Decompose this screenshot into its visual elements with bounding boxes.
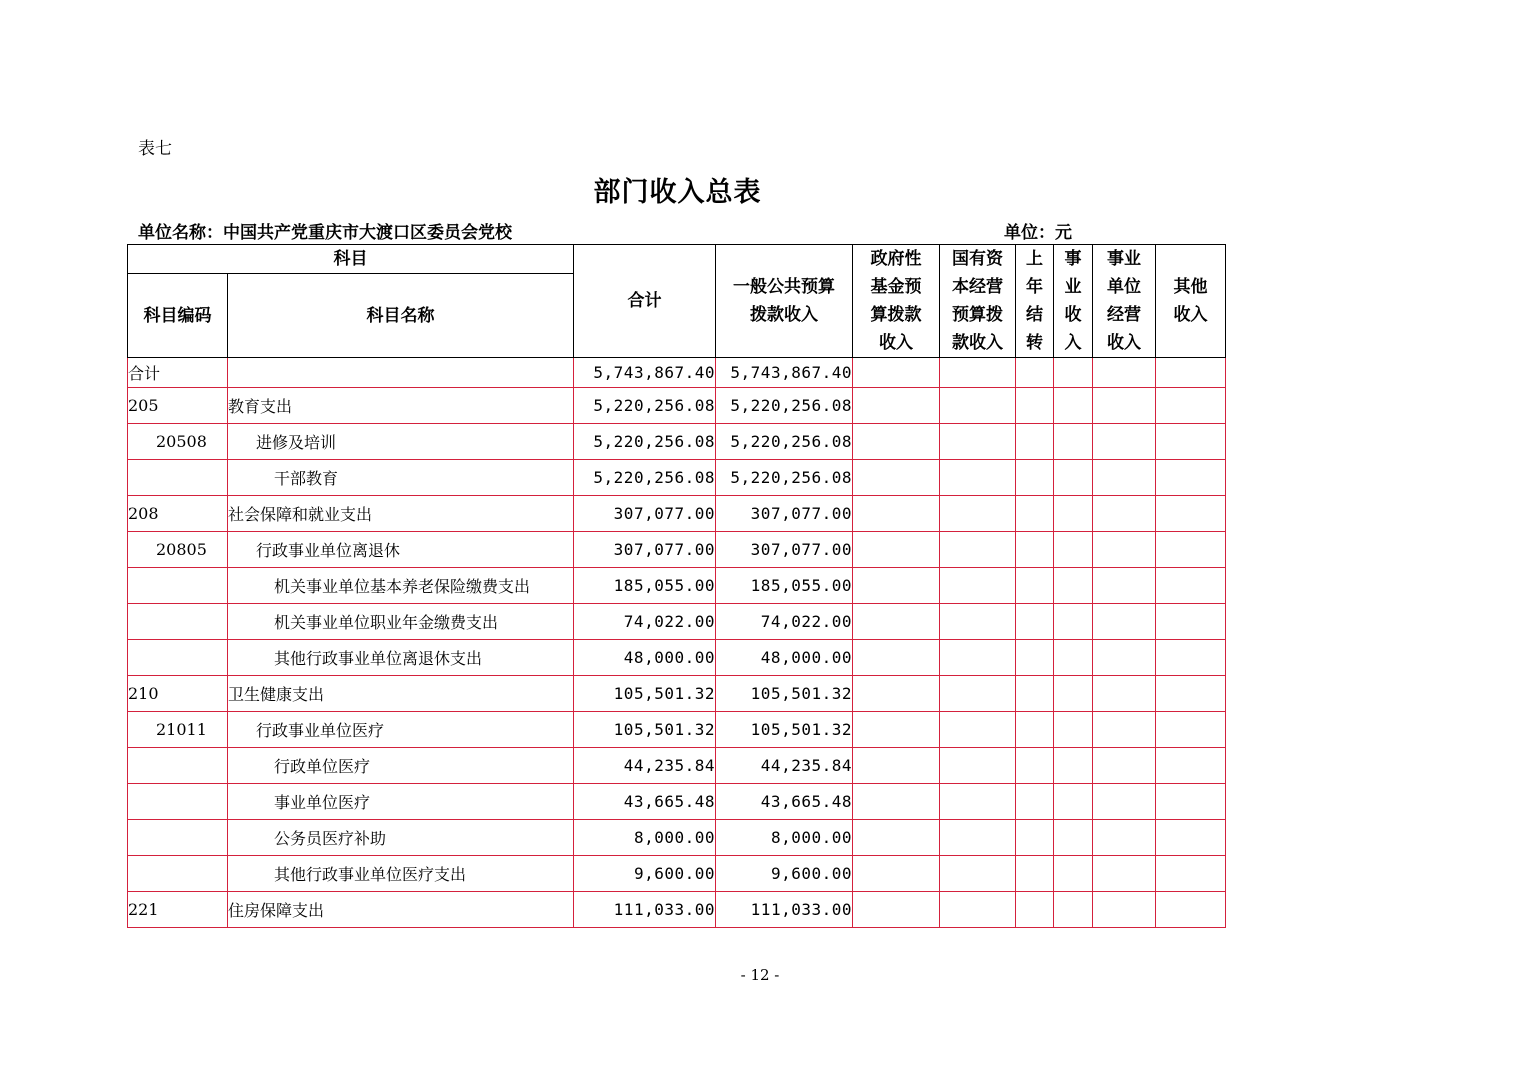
cell-carryover [1016,424,1054,460]
cell-total: 105,501.32 [574,712,716,748]
cell-total: 307,077.00 [574,532,716,568]
cell-gov-fund [853,496,940,532]
cell-business-income [1054,784,1093,820]
cell-name: 进修及培训 [228,424,574,460]
cell-operating-income [1093,532,1156,568]
cell-general-budget: 5,220,256.08 [716,424,853,460]
table-label: 表七 [138,139,172,159]
unit-name: 单位名称：中国共产党重庆市大渡口区委员会党校 [138,223,512,243]
cell-other-income [1156,496,1226,532]
cell-gov-fund [853,892,940,928]
cell-total: 8,000.00 [574,820,716,856]
cell-general-budget: 105,501.32 [716,712,853,748]
cell-total: 9,600.00 [574,856,716,892]
header-gov-fund: 政府性 基金预 算拨款 收入 [853,245,940,358]
cell-code: 210 [128,676,228,712]
cell-general-budget: 307,077.00 [716,532,853,568]
cell-name: 其他行政事业单位医疗支出 [228,856,574,892]
cell-other-income [1156,532,1226,568]
table-row [128,358,1226,388]
cell-state-capital [940,532,1016,568]
cell-operating-income [1093,358,1156,388]
cell-code: 205 [128,388,228,424]
cell-operating-income [1093,856,1156,892]
cell-name: 住房保障支出 [228,892,574,928]
cell-general-budget: 111,033.00 [716,892,853,928]
table-row [128,820,1226,856]
cell-name: 干部教育 [228,460,574,496]
cell-other-income [1156,604,1226,640]
cell-other-income [1156,676,1226,712]
header-state-capital: 国有资 本经营 预算拨 款收入 [940,245,1016,358]
table-row [128,460,1226,496]
cell-name: 公务员医疗补助 [228,820,574,856]
cell-carryover [1016,784,1054,820]
cell-business-income [1054,712,1093,748]
cell-name: 教育支出 [228,388,574,424]
page-title: 部门收入总表 [593,177,762,208]
cell-business-income [1054,388,1093,424]
cell-business-income [1054,460,1093,496]
cell-code: 20508 [128,424,228,460]
cell-other-income [1156,820,1226,856]
cell-code: 合计 [128,358,228,388]
header-carryover: 上 年 结 转 [1016,245,1054,358]
cell-general-budget: 5,220,256.08 [716,388,853,424]
cell-carryover [1016,892,1054,928]
cell-general-budget: 9,600.00 [716,856,853,892]
cell-state-capital [940,568,1016,604]
cell-other-income [1156,748,1226,784]
cell-state-capital [940,358,1016,388]
header-total: 合计 [574,245,716,358]
cell-carryover [1016,820,1054,856]
table-row [128,424,1226,460]
cell-code [128,604,228,640]
cell-code [128,748,228,784]
cell-business-income [1054,358,1093,388]
cell-state-capital [940,640,1016,676]
cell-state-capital [940,856,1016,892]
cell-operating-income [1093,892,1156,928]
cell-operating-income [1093,784,1156,820]
cell-carryover [1016,640,1054,676]
cell-code [128,568,228,604]
cell-operating-income [1093,388,1156,424]
cell-carryover [1016,460,1054,496]
table-row [128,532,1226,568]
cell-code [128,856,228,892]
cell-operating-income [1093,640,1156,676]
table-row [128,784,1226,820]
header-code: 科目编码 [128,274,228,358]
cell-operating-income [1093,712,1156,748]
cell-other-income [1156,712,1226,748]
cell-business-income [1054,532,1093,568]
cell-state-capital [940,604,1016,640]
cell-code [128,460,228,496]
cell-general-budget: 105,501.32 [716,676,853,712]
cell-gov-fund [853,712,940,748]
cell-gov-fund [853,820,940,856]
unit-currency: 单位：元 [1004,223,1072,243]
cell-code: 20805 [128,532,228,568]
cell-code: 21011 [128,712,228,748]
cell-operating-income [1093,604,1156,640]
table-row [128,388,1226,424]
cell-code [128,820,228,856]
cell-total: 307,077.00 [574,496,716,532]
cell-name: 机关事业单位职业年金缴费支出 [228,604,574,640]
cell-name: 行政事业单位医疗 [228,712,574,748]
cell-business-income [1054,604,1093,640]
cell-gov-fund [853,424,940,460]
cell-operating-income [1093,496,1156,532]
cell-total: 48,000.00 [574,640,716,676]
cell-state-capital [940,388,1016,424]
table-row [128,892,1226,928]
cell-state-capital [940,892,1016,928]
cell-carryover [1016,748,1054,784]
cell-carryover [1016,496,1054,532]
header-operating-income: 事业 单位 经营 收入 [1093,245,1156,358]
cell-other-income [1156,388,1226,424]
cell-business-income [1054,820,1093,856]
header-subject-group: 科目 [128,245,574,274]
cell-carryover [1016,388,1054,424]
cell-name: 行政事业单位离退休 [228,532,574,568]
cell-operating-income [1093,748,1156,784]
table-row [128,748,1226,784]
cell-gov-fund [853,358,940,388]
cell-gov-fund [853,604,940,640]
cell-business-income [1054,424,1093,460]
cell-gov-fund [853,568,940,604]
cell-state-capital [940,424,1016,460]
cell-general-budget: 185,055.00 [716,568,853,604]
cell-general-budget: 307,077.00 [716,496,853,532]
cell-state-capital [940,496,1016,532]
cell-total: 44,235.84 [574,748,716,784]
cell-state-capital [940,748,1016,784]
table-row [128,712,1226,748]
cell-operating-income [1093,424,1156,460]
cell-operating-income [1093,460,1156,496]
header-general-budget: 一般公共预算 拨款收入 [716,245,853,358]
cell-general-budget: 44,235.84 [716,748,853,784]
cell-other-income [1156,784,1226,820]
cell-carryover [1016,532,1054,568]
cell-total: 105,501.32 [574,676,716,712]
cell-state-capital [940,712,1016,748]
cell-name: 其他行政事业单位离退休支出 [228,640,574,676]
cell-state-capital [940,784,1016,820]
cell-other-income [1156,424,1226,460]
cell-other-income [1156,856,1226,892]
cell-operating-income [1093,676,1156,712]
cell-general-budget: 5,220,256.08 [716,460,853,496]
table-row [128,604,1226,640]
cell-carryover [1016,568,1054,604]
cell-general-budget: 8,000.00 [716,820,853,856]
cell-business-income [1054,568,1093,604]
cell-gov-fund [853,676,940,712]
cell-operating-income [1093,820,1156,856]
cell-total: 5,743,867.40 [574,358,716,388]
header-business-income: 事 业 收 入 [1054,245,1093,358]
cell-state-capital [940,676,1016,712]
cell-name: 社会保障和就业支出 [228,496,574,532]
cell-state-capital [940,820,1016,856]
cell-name: 事业单位医疗 [228,784,574,820]
page-number: - 12 - [740,966,780,984]
cell-code: 208 [128,496,228,532]
cell-name: 行政单位医疗 [228,748,574,784]
cell-name: 卫生健康支出 [228,676,574,712]
cell-code [128,640,228,676]
cell-carryover [1016,712,1054,748]
cell-carryover [1016,604,1054,640]
cell-other-income [1156,358,1226,388]
cell-other-income [1156,568,1226,604]
cell-total: 5,220,256.08 [574,388,716,424]
cell-gov-fund [853,460,940,496]
cell-business-income [1054,748,1093,784]
cell-business-income [1054,892,1093,928]
header-name: 科目名称 [228,274,574,358]
cell-code: 221 [128,892,228,928]
cell-general-budget: 74,022.00 [716,604,853,640]
cell-business-income [1054,496,1093,532]
cell-other-income [1156,640,1226,676]
cell-total: 5,220,256.08 [574,424,716,460]
cell-gov-fund [853,532,940,568]
table-row [128,496,1226,532]
cell-other-income [1156,460,1226,496]
table-row [128,568,1226,604]
cell-name: 机关事业单位基本养老保险缴费支出 [228,568,574,604]
cell-gov-fund [853,388,940,424]
cell-carryover [1016,856,1054,892]
table-row [128,640,1226,676]
income-summary-table [127,244,1226,928]
cell-state-capital [940,460,1016,496]
table-row [128,856,1226,892]
cell-gov-fund [853,856,940,892]
cell-name [228,358,574,388]
cell-carryover [1016,358,1054,388]
cell-code [128,784,228,820]
cell-total: 43,665.48 [574,784,716,820]
cell-business-income [1054,676,1093,712]
cell-operating-income [1093,568,1156,604]
cell-total: 185,055.00 [574,568,716,604]
cell-gov-fund [853,784,940,820]
cell-business-income [1054,640,1093,676]
cell-other-income [1156,892,1226,928]
cell-general-budget: 5,743,867.40 [716,358,853,388]
cell-gov-fund [853,748,940,784]
cell-general-budget: 48,000.00 [716,640,853,676]
table-row [128,676,1226,712]
cell-total: 74,022.00 [574,604,716,640]
cell-gov-fund [853,640,940,676]
cell-total: 5,220,256.08 [574,460,716,496]
header-other-income: 其他 收入 [1156,245,1226,358]
cell-general-budget: 43,665.48 [716,784,853,820]
cell-total: 111,033.00 [574,892,716,928]
cell-business-income [1054,856,1093,892]
cell-carryover [1016,676,1054,712]
